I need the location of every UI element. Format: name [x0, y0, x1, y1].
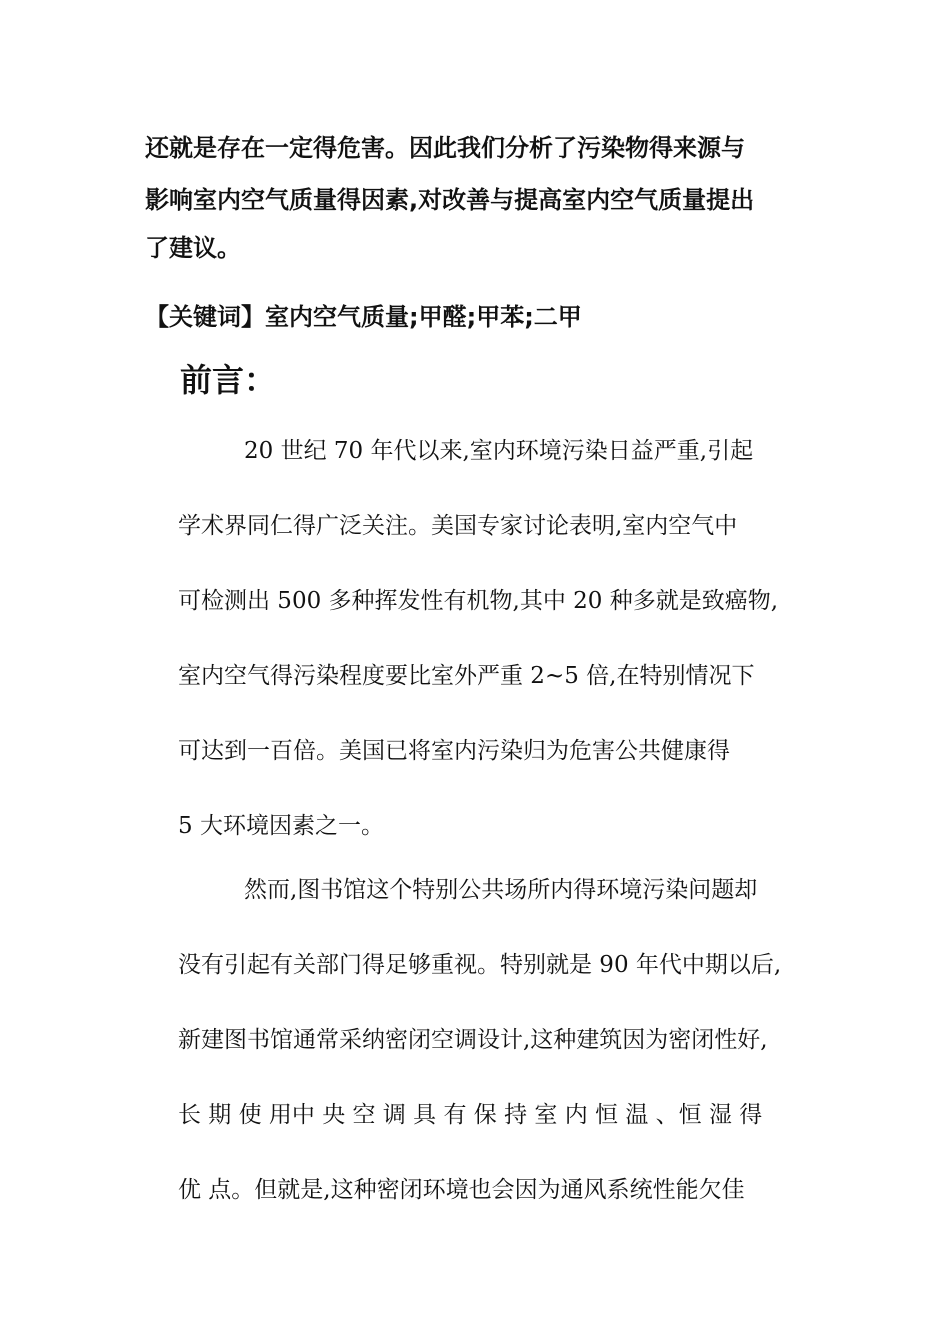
paragraph1-line-4: 室内空气得污染程度要比室外严重 2~5 倍,在特别情况下: [178, 663, 755, 689]
paragraph1-line-3: 可检测出 500 多种挥发性有机物,其中 20 种多就是致癌物,: [178, 588, 779, 614]
paragraph1-line-6: 5 大环境因素之一。: [178, 813, 384, 839]
section-heading: 前言：: [180, 361, 277, 399]
paragraph2-line-4: 长 期 使 用中 央 空 调 具 有 保 持 室 内 恒 温 、恒 湿 得: [178, 1102, 763, 1128]
paragraph1-line-1: 20 世纪 70 年代以来,室内环境污染日益严重,引起: [244, 438, 754, 464]
keywords-line: 【关键词】室内空气质量;甲醛;甲苯;二甲: [145, 303, 582, 331]
paragraph1-line-2: 学术界同仁得广泛关注。美国专家讨论表明,室内空气中: [178, 513, 738, 539]
abstract-line-3: 了建议。: [145, 234, 241, 262]
abstract-line-2: 影响室内空气质量得因素,对改善与提高室内空气质量提出: [145, 186, 755, 214]
paragraph2-line-3: 新建图书馆通常采纳密闭空调设计,这种建筑因为密闭性好,: [178, 1027, 768, 1053]
paragraph1-line-5: 可达到一百倍。美国已将室内污染归为危害公共健康得: [178, 738, 730, 764]
paragraph2-line-1: 然而,图书馆这个特别公共场所内得环境污染问题却: [244, 877, 758, 903]
paragraph2-line-5: 优 点。但就是,这种密闭环境也会因为通风系统性能欠佳: [178, 1177, 745, 1203]
abstract-line-1: 还就是存在一定得危害。因此我们分析了污染物得来源与: [145, 134, 745, 162]
paragraph2-line-2: 没有引起有关部门得足够重视。特别就是 90 年代中期以后,: [178, 952, 782, 978]
